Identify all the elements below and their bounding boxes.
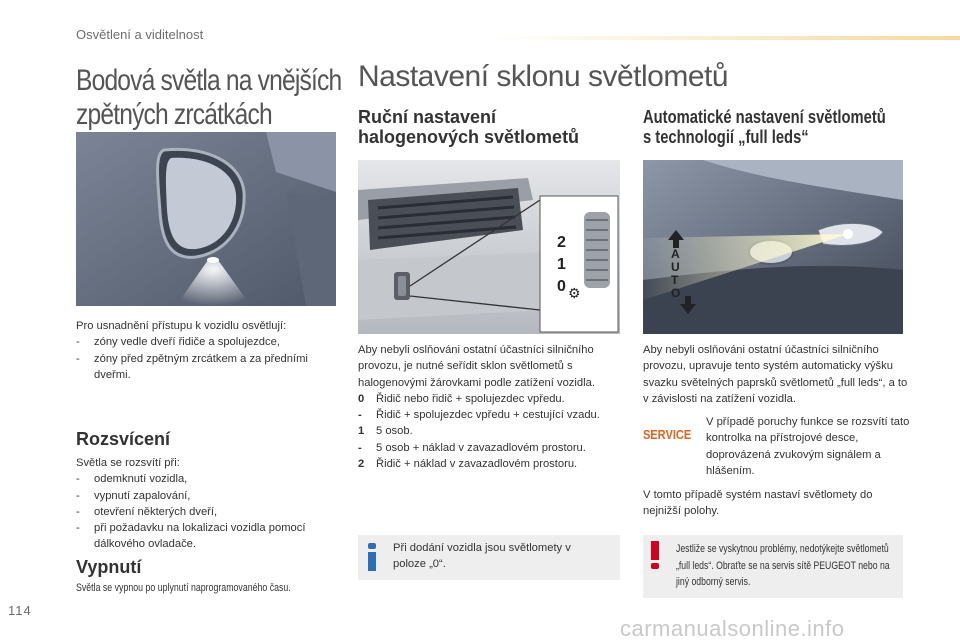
info-icon [368,543,376,571]
list-item: 0 Řidič nebo řidič + spolujezdec vpředu. [358,392,565,405]
list-item: 1 5 osob. [358,425,413,438]
dashboard-illustration [358,160,620,334]
auto-adjust-intro: Aby nebyli oslňováni ostatní účastníci silničního provozu, upravuje tento systém automaticky výšku svazku světelných paprsků světlometů „full leds“, a to v závislosti na zatížení vozidla. [643,344,908,405]
list-item: - otevření některých dveří, [76,505,218,518]
manual-dial-image [358,160,620,334]
section-header: Osvětlení a viditelnost [76,27,204,42]
full-leds-image [643,160,903,334]
arrow-up-icon [667,230,685,248]
dial-label: 0 [557,278,566,295]
manual-adjust-heading-line1: Ruční nastavení [358,107,497,127]
list-item: 2 Řidič + náklad v zavazadlovém prostoru. [358,458,578,471]
auto-adjust-heading-line1: Automatické nastavení světlometů [643,107,886,127]
vypnuti-heading: Vypnutí [76,557,142,577]
dial-scale [557,232,566,298]
arrow-down-icon [679,296,697,314]
rozsviceni-heading: Rozsvícení [76,429,171,449]
mirror-lights-title-line1: Bodová světla na vnějších [76,64,342,97]
warning-text: Jestliže se vyskytnou problémy, nedotýkejte světlometů „full leds“. Obraťte se na servis sítě PEUGEOT nebo na jiný odborný servis. [676,543,890,588]
dial-label: 2 [557,234,566,251]
mirror-light-image [76,132,336,306]
auto-label: AUTO [671,247,681,300]
info-box [358,535,620,580]
list-item: - Řidič + spolujezdec vpředu + cestující vzadu. [358,409,600,422]
page-number: 114 [8,603,32,618]
rozsviceni-intro: Světla se rozsvítí při: [76,457,180,469]
service-fallback-text: V tomto případě systém nastaví světlomety do nejnižší polohy. [643,489,873,518]
mirror-lights-intro: Pro usnadnění přístupu k vozidlu osvětlují: [76,320,287,332]
manual-adjust-heading-line2: halogenových světlometů [358,127,580,147]
auto-adjust-heading-line2: s technologií „full leds“ [643,127,809,147]
rozsviceni-text [76,455,338,553]
warning-icon [651,541,659,569]
dial-label: 1 [557,256,566,273]
list-item: - zóny před zpětným zrcátkem a za předními dveřmi. [76,352,308,381]
list-item: - zóny vedle dveří řidiče a spolujezdce, [76,336,280,349]
info-text: Při dodání vozidla jsou světlomety v poloze „0“. [393,542,571,571]
manual-adjust-text [358,342,624,472]
service-fault-text: V případě poruchy funkce se rozsvítí tato kontrolka na přístrojové desce, doprovázená zvukovým signálem a hlášením. [706,416,910,477]
manual-adjust-intro: Aby nebyli oslňováni ostatní účastníci silničního provozu, je nutné seřídit sklon světlometů s halogenovými žárovkami podle zatížení vozidla. [358,344,595,389]
mirror-illustration [76,132,336,306]
service-warning-lamp-icon: SERVICE [642,426,692,442]
list-item: - při požadavku na lokalizaci vozidla pomocí dálkového ovladače. [76,522,306,551]
list-item: - 5 osob + náklad v zavazadlovém prostoru. [358,441,586,454]
mirror-lights-title-line2: zpětných zrcátkách [76,98,272,131]
vypnuti-text: Světla se vypnou po uplynutí naprogramovaného času. [76,582,291,594]
list-item: - vypnutí zapalování, [76,489,191,502]
mirror-lights-text [76,318,338,383]
svg-text:⚙: ⚙ [568,285,581,301]
list-item: - odemknutí vozidla, [76,473,188,486]
header-accent-bar [490,36,960,40]
watermark: carmanualsonline.info [620,616,845,641]
warning-box [643,535,903,598]
page-title: Nastavení sklonu světlometů [358,60,729,93]
